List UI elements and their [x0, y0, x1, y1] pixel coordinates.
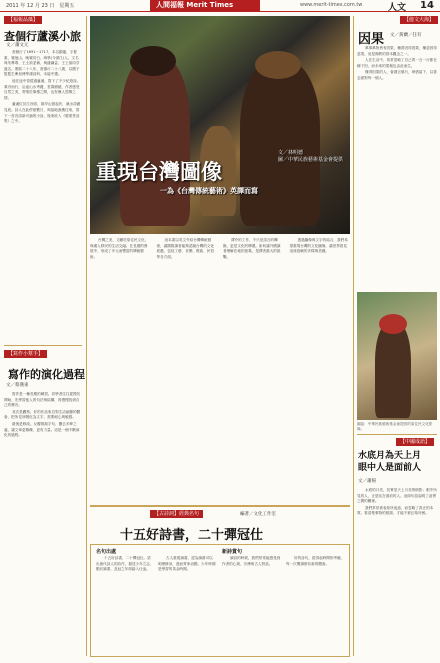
- column-tag: 【億文大海】: [400, 16, 438, 24]
- column-tag: 【中國成語】: [396, 438, 434, 446]
- article-author: 文／蕭文元: [6, 43, 29, 48]
- article-body: [222, 556, 346, 654]
- paragraph: 寫作是一種長期的練習。初學者往往從模仿開始，先學習他人的句法與結構，再慢慢找到自己的聲音。: [4, 392, 81, 408]
- elder-figure: [120, 56, 190, 226]
- paragraph: 讀詩的時候，我們常常能感受到作者的心境，彷彿與古人對話。: [222, 556, 281, 566]
- column-divider: [86, 16, 87, 656]
- article-body: [357, 488, 437, 656]
- photo-caption: 圖說：中華民族藝術基金會提供的原住民文化影像。: [357, 422, 433, 431]
- paragraph: 查個行了1691～1717，本名錦龍，字夏重，號他山，晚號初白，海寧(今浙江)人。文名與朱彝尊、王士禎並稱，與錢謙益、王士禎同享盛名。康熙二十八年，查慎行二十八歲，以國子監監生參加博學鴻詞科，未能中選。: [4, 50, 80, 77]
- feature-photo: [90, 16, 350, 234]
- article-body: [4, 392, 82, 657]
- article-title: 寫作的演化過程: [8, 368, 85, 381]
- website-url: www.merit-times.com.tw: [300, 2, 363, 8]
- paragraph: 十五好詩書，二十彈冠仕。語出唐代詩人的詩作，描述少年立志，勤於讀書，及冠之年即踏入仕途。: [96, 556, 154, 572]
- paragraph: 他在途中曾經過蘆溪，寫下了不少紀遊詩。乘舟而行，沿途山水秀麗，雲霧繚繞，作者感受自然之美，寄情於筆墨之間，也有懷人思鄉之情。: [4, 78, 81, 100]
- paragraph: 最後是修改。反覆推敲字句，刪去多餘之處，讓文章更精練、更有力量。這是一個不斷演化的過程。: [4, 421, 80, 438]
- paragraph: 我們常常被表象所迷惑，而忽略了真正的本質。看清楚事物的根源，才能不被幻象所困。: [357, 505, 434, 516]
- article-title: 查個行蘆溪小旅: [4, 30, 81, 43]
- subheading: 名句出處: [96, 549, 117, 555]
- column-tag: 【寫作小幫手】: [4, 350, 47, 358]
- newspaper-logo: 人間福報 Merit Times: [150, 0, 260, 11]
- feature-subtitle: 一為《台灣傳統藝術》英譯而寫: [160, 187, 258, 195]
- paragraph: 水底的月亮，其實是天上月亮的倒影；眼中所見的人，正是站在面前的人。這兩句話說明了虛實之間的關係。: [357, 488, 437, 504]
- paragraph: 其次是觀察。好的作品來自對生活細節的體會，把所見所聞化為文字，需要耐心與敏感。: [4, 409, 81, 420]
- feature-credit: 文／林明德 圖／中華民族藝術基金會提供: [278, 150, 344, 163]
- article-body: [96, 556, 216, 654]
- paragraph: 譯介的工作，不只是語言的轉換，更是文化的傳遞。如何讓外國讀者理解在地的意義，是譯者最大的挑戰。: [223, 238, 281, 259]
- column-tag: 【福報品藻】: [4, 16, 42, 24]
- headdress: [255, 51, 301, 79]
- column-editor: 編著／文化工作室: [240, 512, 276, 517]
- issue-date: 2011 年 12 月 23 日 星期五: [6, 3, 75, 9]
- divider: [4, 345, 82, 346]
- section-name: 人文: [388, 3, 407, 13]
- paragraph: 懂得因果的人，會謹言慎行，珍惜當下，以善念面對每一個人。: [357, 70, 437, 80]
- headdress: [379, 314, 407, 334]
- headdress: [130, 46, 176, 76]
- article-body: [4, 50, 82, 340]
- article-photo: [357, 292, 437, 420]
- paragraph: 古人重視讀書，認為讀書可以明理修身，進而齊家治國。少年時期是學習的黃金時期。: [158, 556, 216, 572]
- article-author: 文／蕭揚: [358, 479, 376, 484]
- elder-figure: [240, 61, 320, 226]
- paragraph: 這本書以英文介紹台灣傳統藝術，讓國際讀者能夠認識台灣的文化底蘊，包括工藝、音樂、戲曲、民俗等各方面。: [156, 238, 214, 259]
- article-title: 水底月為天上月 眼中人是面前人: [358, 451, 422, 473]
- feature-body: [90, 238, 350, 500]
- divider: [357, 434, 437, 435]
- feature-banner: 重現台灣圖像: [96, 159, 222, 184]
- paragraph: 好的詩句，經得起時間的考驗，每一次閱讀都有新的體會。: [286, 556, 345, 566]
- page-number: 14: [420, 0, 434, 11]
- article-author: 文／黃蘭／任有: [390, 33, 422, 38]
- paragraph: 人在生活中，常常忽略了自己的一言一行都在種下因，而未來的果報也由此而生。: [357, 58, 437, 68]
- paragraph: 台灣之美，又顯於原住民文化，與漢人移民的生活交融。在長期的發展中，形成了多元而豐富的傳統藝術。: [90, 238, 149, 259]
- subheading: 新詩賞句: [222, 549, 243, 555]
- paragraph: 萬事萬物皆有因果，種善因得善果，種惡因得惡果。這是佛教的基本觀念之一。: [357, 46, 437, 56]
- column-divider: [353, 16, 354, 656]
- paragraph: 透過圖像與文字的結合，我們希望重現台灣的文化圖像，讓世界看見這座島嶼的多樣與美麗。: [289, 238, 348, 254]
- article-title: 十五好詩書，二十彈冠仕: [120, 528, 264, 543]
- paragraph: 蘆溪位於江西省，兩岸山巒起伏，溪水清澈見底。詩人在此停留數日，與當地漁樵往來，寫下一首首清新可誦的小詩，後來收入《敬業堂詩集》之中。: [4, 102, 81, 124]
- column-tag: 【古詩詞】經典名句: [150, 510, 203, 518]
- figure: [375, 322, 411, 418]
- divider: [90, 505, 350, 507]
- article-author: 文／蔡漢東: [6, 383, 29, 388]
- article-body: [357, 46, 437, 288]
- article-title: 因果: [358, 32, 385, 47]
